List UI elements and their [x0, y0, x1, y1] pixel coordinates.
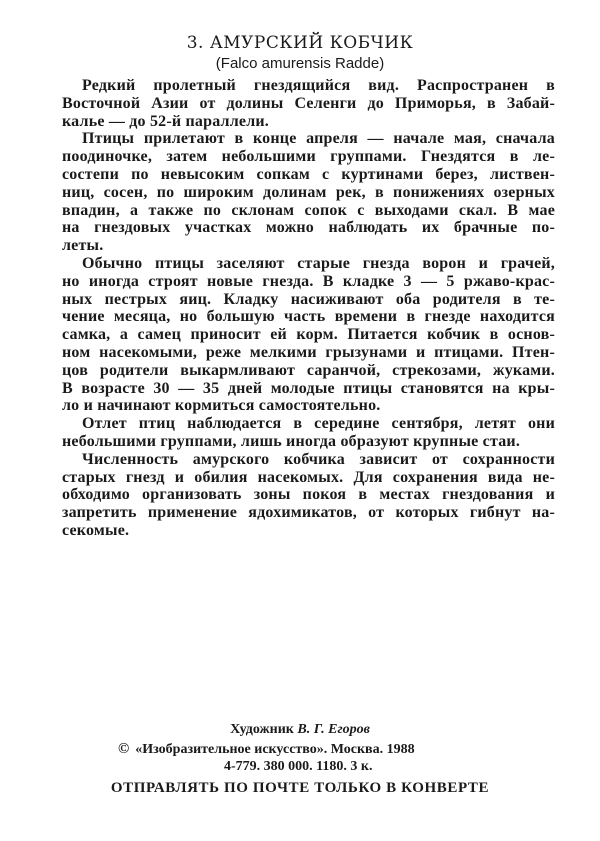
text-line: поодиночке, затем небольшими группами. Гнездятся в ле- — [62, 148, 555, 166]
text-line: самка, а самец приносит ей корм. Питается кобчик в основ- — [62, 326, 555, 344]
text-line: Восточной Азии от долины Селенги до Приморья, в Забай- — [62, 94, 555, 112]
text-line: В возрасте 30 — 35 дней молодые птицы становятся на кры- — [62, 379, 555, 397]
paragraph — [62, 255, 555, 415]
text-line: калье — до 52-й параллели. — [62, 112, 270, 130]
text-line: Редкий пролетный гнездящийся вид. Распространен в — [82, 77, 555, 94]
text-line: ном насекомыми, реже мелкими грызунами и птицами. Птен- — [62, 343, 555, 361]
text-line: впадин, а также по склонам сопок с выходами скал. В мае — [62, 201, 555, 219]
paragraph — [62, 415, 555, 451]
artist-label: Художник — [230, 722, 294, 737]
latin-name: (Falco amurensis Radde) — [215, 55, 385, 72]
paragraph — [62, 130, 555, 255]
text-line: секомые. — [62, 521, 130, 539]
publisher-line: «Изобразительное искусство». Москва. 1988 — [135, 742, 415, 757]
article-body — [62, 77, 555, 540]
text-line: старых гнезд и обилия насекомых. Для сохранения вида не- — [62, 468, 555, 486]
text-line: небольшими группами, лишь иногда образуют крупные стаи. — [62, 432, 521, 450]
copyright-icon: © — [118, 741, 130, 757]
text-line: обходимо организовать зоны покоя в местах гнездования и — [62, 486, 555, 504]
artist-name: В. Г. Егоров — [297, 722, 370, 737]
text-line: на гнездовых участках можно наблюдать их брачные по- — [62, 219, 555, 237]
text-line: ных пестрых яиц. Кладку насиживают оба родителя в те- — [62, 290, 555, 308]
text-line: ло и начинают кормиться самостоятельно. — [62, 397, 381, 415]
text-line: леты. — [62, 237, 104, 255]
mailing-note: ОТПРАВЛЯТЬ ПО ПОЧТЕ ТОЛЬКО В КОНВЕРТЕ — [110, 780, 490, 796]
paragraph — [62, 77, 555, 130]
text-line: запретить применение ядохимикатов, от которых гибнут на- — [62, 504, 555, 522]
text-line: Птицы прилетают в конце апреля — начале мая, сначала — [82, 130, 555, 148]
paragraph — [62, 451, 555, 540]
print-code: 4-779. 380 000. 1180. 3 к. — [224, 759, 373, 774]
text-line: ниц, сосен, по широким долинам рек, в понижениях озерных — [62, 183, 555, 201]
text-line: состепи по невысоким сопкам с куртинами берез, листвен- — [62, 165, 555, 183]
text-line: но иногда строят новые гнезда. В кладке 3 — 5 ржаво-крас- — [62, 272, 555, 290]
publisher-info — [118, 741, 478, 775]
text-line: чение месяца, но большую часть времени в гнезде находится — [62, 308, 555, 326]
text-line: цов родители выкармливают саранчой, стрекозами, жуками. — [62, 361, 555, 379]
text-line: Численность амурского кобчика зависит от сохранности — [82, 450, 555, 468]
article-title: 3. АМУРСКИЙ КОБЧИК — [186, 33, 414, 53]
artist-credit — [0, 722, 600, 738]
text-line: Отлет птиц наблюдается в середине сентября, летят они — [82, 415, 555, 433]
text-line: Обычно птицы заселяют старые гнезда ворон и грачей, — [82, 254, 555, 272]
